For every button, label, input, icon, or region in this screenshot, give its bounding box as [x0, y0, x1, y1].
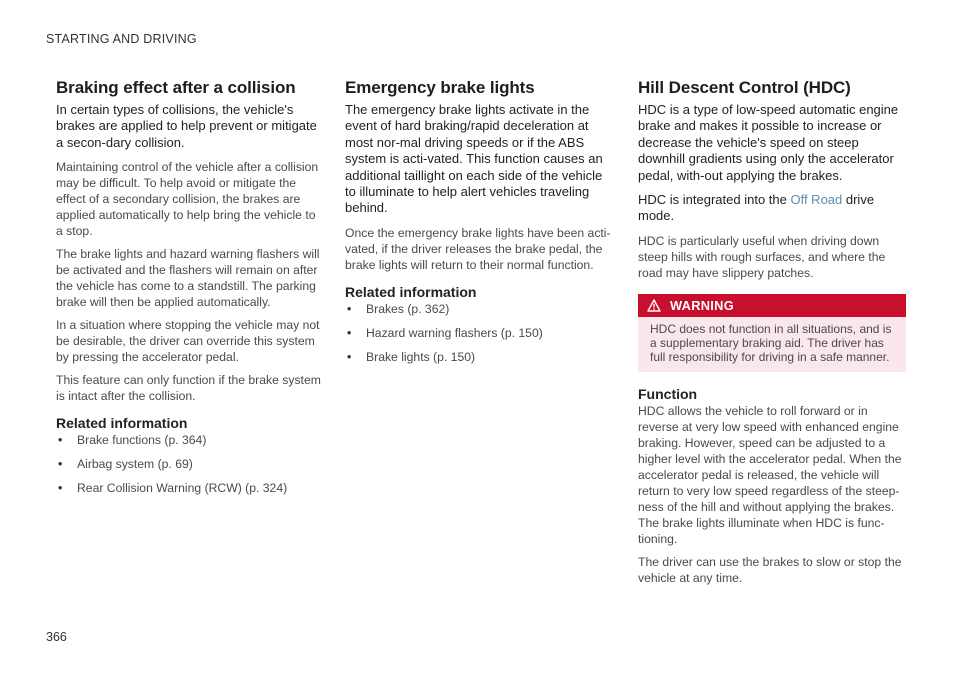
body-paragraph: Maintaining control of the vehicle after a collision may be difficult. To help avoid or mitigate the effect of a secondary collision, the brakes are applied automatically to help bring the vehicle to a stop.: [56, 160, 319, 239]
warning-triangle-icon: [647, 299, 661, 312]
bullet-icon: •: [58, 433, 63, 448]
related-information-heading: Related information: [56, 415, 188, 432]
body-paragraph: HDC allows the vehicle to roll forward or in reverse at very low speed with enhanced engine braking. However, speed can be adjusted to a higher level with the accelerator pedal. When the accelerator pedal is released, the vehicle will return to very low speed regardless of the steep-ness of the hill and without applying the brakes. The brake lights illuminate when HDC is func-tioning.: [638, 404, 902, 547]
related-link[interactable]: • Brakes (p. 362): [347, 301, 450, 316]
related-link[interactable]: • Brake lights (p. 150): [347, 349, 476, 364]
section-title: Emergency brake lights: [345, 78, 535, 97]
body-paragraph: This feature can only function if the brake system is intact after the collision.: [56, 373, 321, 404]
body-paragraph: HDC is particularly useful when driving down steep hills with rough surfaces, and where the road may have slippery patches.: [638, 233, 886, 280]
related-link[interactable]: • Airbag system (p. 69): [58, 457, 193, 472]
related-link[interactable]: • Rear Collision Warning (RCW) (p. 324): [58, 481, 288, 496]
bullet-icon: •: [347, 349, 352, 364]
warning-label: WARNING: [670, 297, 734, 313]
bullet-icon: •: [58, 457, 63, 472]
related-link[interactable]: • Hazard warning flashers (p. 150): [347, 325, 543, 340]
body-paragraph: In a situation where stopping the vehicle may not be desirable, the driver can override this system by pressing the accelerator pedal.: [56, 318, 320, 365]
running-header: STARTING AND DRIVING: [46, 32, 197, 46]
section-braking-after-collision: [56, 78, 322, 504]
lead-paragraph: HDC is a type of low-speed automatic engine brake and makes it possible to increase or decrease the vehicle's speed on steep downhill gradients using only the accelerator pedal, with-out applying the brakes.: [638, 102, 899, 183]
page-number: 366: [46, 630, 67, 644]
related-information-heading: Related information: [345, 283, 477, 300]
warning-text: HDC does not function in all situations, and is a supplementary braking aid. The driver has full responsibility for driving in a safe manner.: [650, 321, 892, 365]
body-paragraph: The brake lights and hazard warning flashers will be activated and the flashers will remain on after the vehicle has come to a standstill. The parking brake will then be applied automatically.: [56, 247, 320, 310]
lead-paragraph-drive-mode: HDC is integrated into the Off Road drive mode.: [638, 192, 875, 224]
section-hill-descent-control: [638, 78, 906, 593]
body-paragraph: The driver can use the brakes to slow or stop the vehicle at any time.: [638, 555, 902, 586]
off-road-link[interactable]: Off Road: [790, 192, 843, 208]
section-emergency-brake-lights: [345, 78, 611, 373]
warning-header: [638, 294, 906, 317]
bullet-icon: •: [347, 301, 352, 316]
warning-box: [638, 294, 906, 373]
lead-paragraph: The emergency brake lights activate in the event of hard braking/rapid deceleration at most nor-mal driving speeds or if the ABS system is acti-vated. This function causes an additional taillight on each side of the vehicle to illuminate to help alert vehicles traveling behind.: [345, 102, 603, 216]
bullet-icon: •: [347, 325, 352, 340]
bullet-icon: •: [58, 481, 63, 496]
lead-paragraph: In certain types of collisions, the vehicle's brakes are applied to help prevent or mitigate a secon-dary collision.: [56, 102, 317, 150]
function-heading: Function: [638, 386, 698, 403]
related-links-list: [56, 432, 322, 496]
related-link[interactable]: • Brake functions (p. 364): [58, 433, 207, 448]
section-title: Hill Descent Control (HDC): [638, 78, 851, 97]
body-paragraph: Once the emergency brake lights have been acti-vated, if the driver releases the brake pedal, the brake lights will return to their normal function.: [345, 225, 611, 272]
section-title: Braking effect after a collision: [56, 78, 296, 97]
related-links-list: [345, 301, 611, 365]
